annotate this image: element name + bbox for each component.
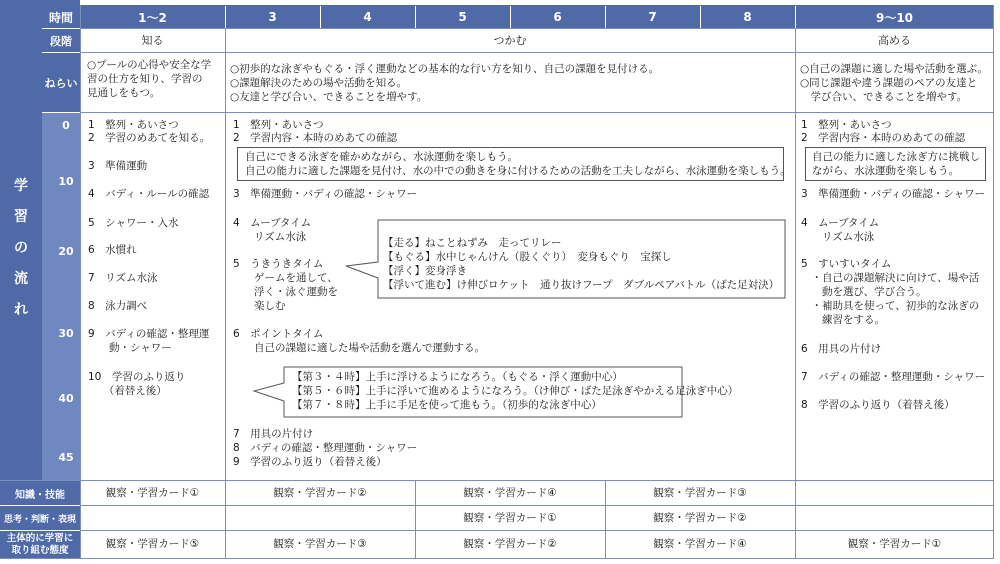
aim-takameru-1: ○自己の課題に適した場や活動を選ぶ。 [800,63,988,75]
minute-30: 30 [58,327,74,340]
takameru-goal-2: ながら、水泳運動を楽しもう。 [812,165,959,177]
aim-shiru-1: ○プールの心得や安全な学 [87,59,212,71]
minute-10: 10 [58,175,74,188]
shiru-step-10: 10 学習のふり返り [88,371,186,383]
games-line-3: 【浮く】変身浮き [383,265,467,277]
eval-r1-c1: 観察・学習カード① [105,487,200,499]
tsukamu-goal-2: 自己の能力に適した課題を見付け、水の中での動きを身に付けるための活動を工夫しながら、水泳運動を楽しもう。 [245,165,791,177]
shiru-step-8: 8 泳力調べ [88,300,148,312]
stage-header: 段階 [42,29,80,52]
eval-r3-c2: 観察・学習カード③ [273,538,367,550]
takameru-intro-2: 2 学習内容・本時のめあての確認 [801,132,966,144]
games-line-4: 【浮いて進む】け伸びロケット 通り抜けフープ ダブルペアバトル（ばた足対決） [383,279,780,291]
takameru-closing-2: 7 バディの確認・整理運動・シャワー [801,371,986,383]
flow-label-3: の [14,240,28,256]
aim-takameru-2: ○同じ課題や違う課題のペアの友達と [800,77,978,89]
eval-label-knowledge: 知識・技能 [0,481,80,505]
shiru-step-6: 6 水慣れ [88,244,137,256]
aim-shiru-2: 習の仕方を知り、学習の [87,73,203,85]
minute-20: 20 [58,245,74,258]
tsukamu-point-1: 6 ポイントタイム [233,328,324,340]
tsukamu-ukiuki-4: 楽しむ [233,300,286,312]
takameru-closing-3: 8 学習のふり返り（着替え後） [801,399,955,411]
period-7: 7 [605,6,700,28]
takameru-suisui-3: 動を選び、学び合う。 [801,286,927,298]
flow-label-1: 学 [14,178,28,194]
eval-r3-c3: 観察・学習カード② [463,538,557,550]
takameru-suisui-1: 5 すいすいタイム [801,258,892,270]
flow-label-2: 習 [14,209,28,225]
tsukamu-closing-2: 8 バディの確認・整理運動・シャワー [233,442,418,454]
tsukamu-intro-1: 1 整列・あいさつ [233,119,324,131]
minute-0: 0 [62,119,70,132]
point-line-2: 【第５・６時】上手に浮いて進めるようになろう。（け伸び・ばた足泳ぎやかえる足泳ぎ中心） [292,385,739,397]
minute-45: 45 [58,451,74,464]
point-line-3: 【第７・８時】上手に手足を使って進もう。（初歩的な泳ぎ中心） [292,399,602,411]
point-line-1: 【第３・４時】上手に浮けるようになろう。（もぐる・浮く運動中心） [292,371,623,383]
eval-label-attitude [0,531,80,558]
shiru-step-7: 7 リズム水泳 [88,272,158,284]
takameru-warmup: 3 準備運動・バディの確認・シャワー [801,188,986,200]
takameru-intro-1: 1 整列・あいさつ [801,119,892,131]
minute-40: 40 [58,392,74,405]
minute-column [42,113,80,480]
shiru-step-1: 1 整列・あいさつ [88,119,179,131]
shiru-step-2: 2 学習のめあてを知る。 [88,132,211,144]
eval-r1-c3: 観察・学習カード④ [463,487,557,499]
tsukamu-intro-2: 2 学習内容・本時のめあての確認 [233,132,398,144]
period-3: 3 [225,6,320,28]
eval-r1-c4: 観察・学習カード③ [653,487,747,499]
flow-label-4: 流 [14,271,28,287]
aim-tsukamu-2: ○課題解決のための場や活動を知る。 [230,77,408,89]
tsukamu-point-2: 自己の課題に適した場や活動を選んで運動する。 [233,342,485,354]
takameru-move-2: リズム水泳 [801,231,875,243]
takameru-suisui-4: ・補助具を使って、初歩的な泳ぎの [801,300,980,312]
stage-tsukamu: つかむ [493,34,527,47]
eval-label-thinking: 思考・判断・表現 [0,506,80,530]
eval-r2-c4: 観察・学習カード② [653,512,747,524]
tsukamu-move-2: リズム水泳 [233,231,307,243]
period-6: 6 [510,6,605,28]
eval-r3-c1: 観察・学習カード⑤ [105,538,200,550]
shiru-step-9b: 動・シャワー [88,342,172,354]
flow-label-5: れ [14,302,28,318]
tsukamu-ukiuki-2: ゲームを通して、 [233,272,338,284]
aim-tsukamu-1: ○初歩的な泳ぎやもぐる・浮く運動などの基本的な行い方を知り、自己の課題を見付ける。 [230,63,660,75]
games-line-1: 【走る】ねことねずみ 走ってリレー [383,237,562,249]
period-9-10: 9～10 [795,6,994,28]
shiru-step-4: 4 バディ・ルールの確認 [88,188,210,200]
tsukamu-move-1: 4 ムーブタイム [233,217,312,229]
shiru-step-10b: （着替え後） [88,385,167,397]
eval-label-attitude-2: 取り組む態度 [11,544,69,556]
tsukamu-ukiuki-1: 5 うきうきタイム [233,258,324,270]
shiru-step-5: 5 シャワー・入水 [88,217,179,229]
eval-r3-c4: 観察・学習カード④ [653,538,747,550]
period-5: 5 [415,6,510,28]
aim-takameru-3: 学び合い、できることを増やす。 [800,91,968,103]
games-line-2: 【もぐる】水中じゃんけん（股くぐり） 変身もぐり 宝探し [383,251,672,263]
eval-label-attitude-1: 主体的に学習に [6,532,74,544]
tsukamu-closing-1: 7 用具の片付け [233,428,314,440]
takameru-goal-1: 自己の能力に適した泳ぎ方に挑戦し [812,151,980,163]
tsukamu-ukiuki-3: 浮く・泳ぐ運動を [233,286,338,298]
eval-r2-c3: 観察・学習カード① [463,512,557,524]
takameru-closing-1: 6 用具の片付け [801,343,882,355]
eval-r1-c2: 観察・学習カード② [273,487,367,499]
stage-shiru: 知る [141,34,164,47]
tsukamu-closing-3: 9 学習のふり返り（着替え後） [233,456,387,468]
period-8: 8 [700,6,795,28]
takameru-move-1: 4 ムーブタイム [801,217,880,229]
tsukamu-warmup: 3 準備運動・バディの確認・シャワー [233,188,418,200]
tsukamu-goal-1: 自己にできる泳ぎを確かめながら、水泳運動を楽しもう。 [245,151,518,163]
period-4: 4 [320,6,415,28]
shiru-step-9: 9 バディの確認・整理運 [88,328,210,340]
shiru-step-3: 3 準備運動 [88,160,148,172]
takameru-suisui-5: 練習をする。 [801,314,885,326]
aim-header: ねらい [42,53,80,112]
time-header: 時間 [42,6,80,28]
aim-tsukamu-3: ○友達と学び合い、できることを増やす。 [230,91,428,103]
stage-takameru: 高める [878,34,911,47]
eval-r3-c5: 観察・学習カード① [847,538,942,550]
aim-shiru-3: 見通しをもつ。 [87,87,161,99]
takameru-suisui-2: ・自己の課題解決に向けて、場や活 [801,272,980,284]
period-1-2: 1～2 [80,6,225,28]
